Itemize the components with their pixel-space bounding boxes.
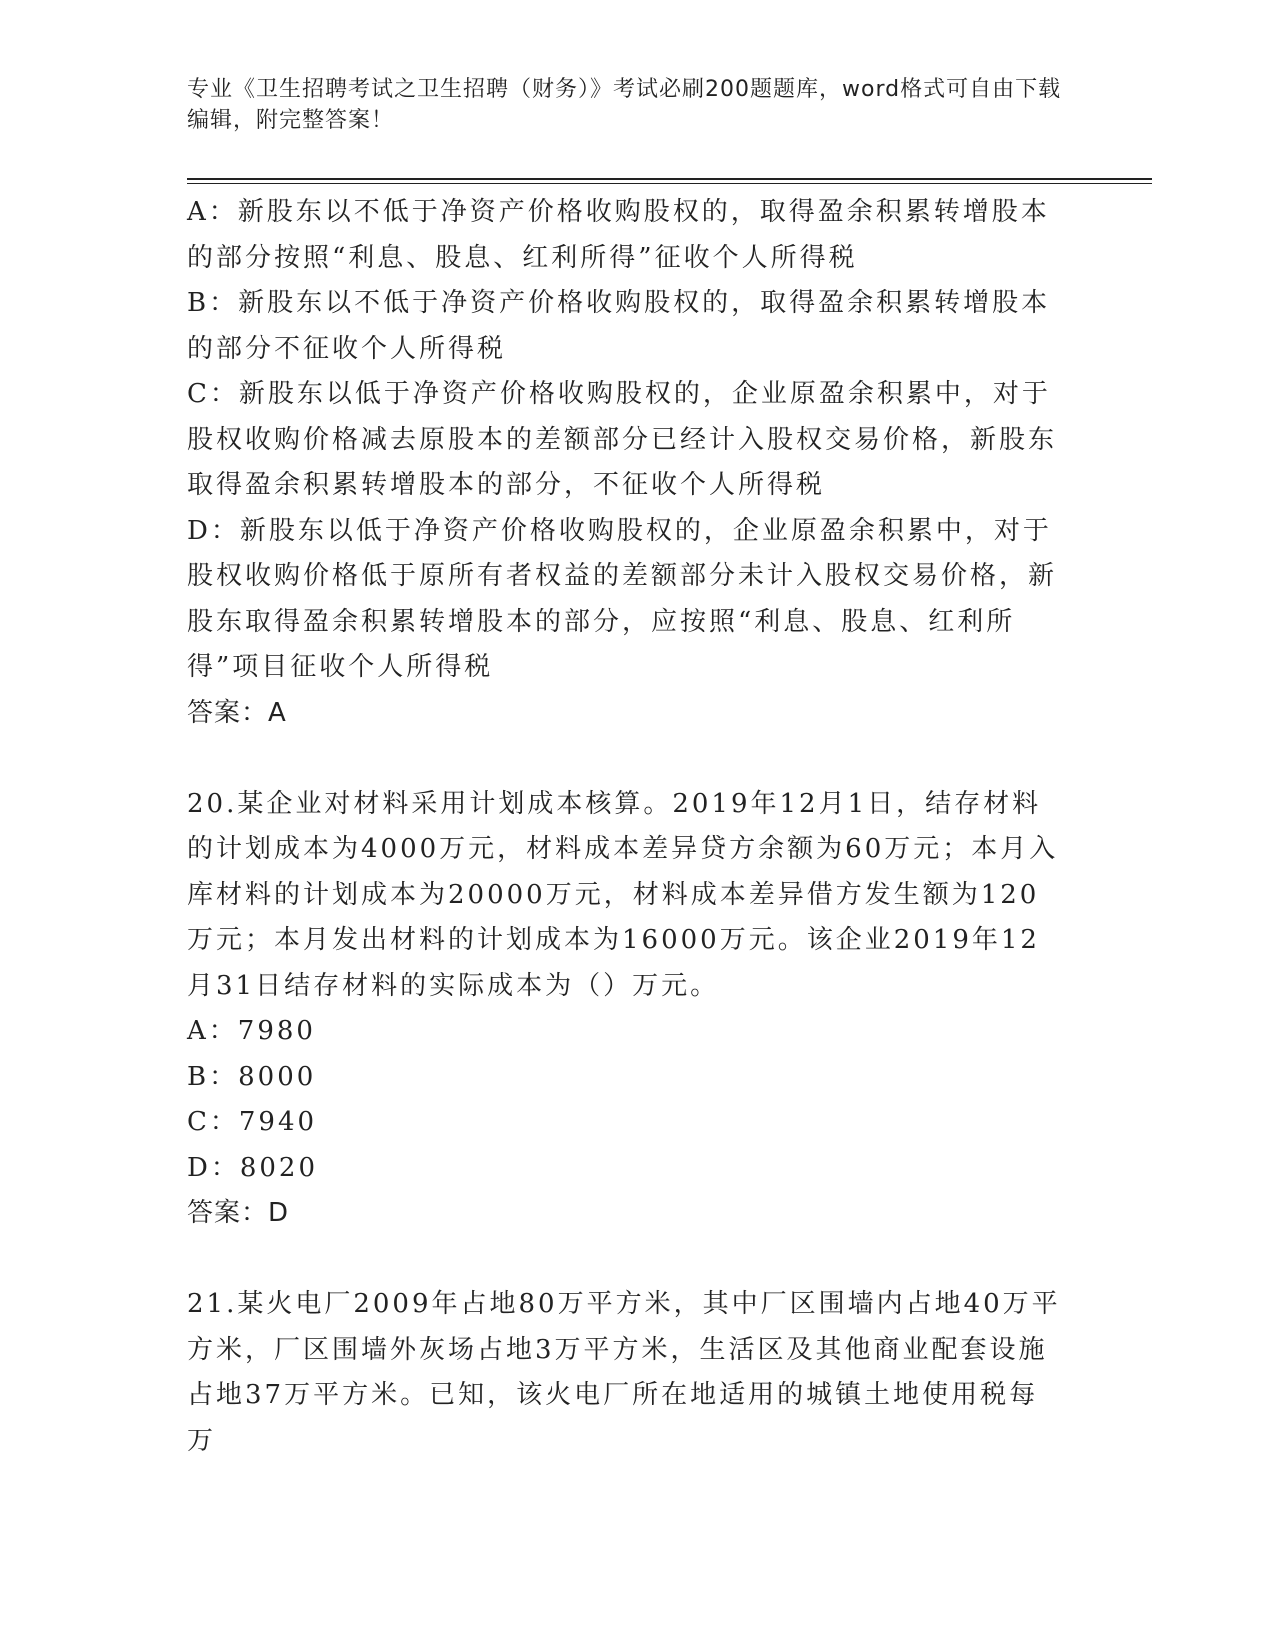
header-divider-thick bbox=[187, 178, 1152, 180]
spacer bbox=[187, 1237, 1067, 1283]
q20-option-a: A：7980 bbox=[187, 1016, 316, 1046]
document-body bbox=[187, 190, 1067, 1464]
header-divider-thin bbox=[187, 183, 1152, 184]
prev-option-c: C：新股东以低于净资产价格收购股权的，企业原盈余积累中，对于股权收购价格减去原股本的差额部分已经计入股权交易价格，新股东取得盈余积累转增股本的部分，不征收个人所得税 bbox=[187, 379, 1058, 500]
q20-answer: 答案：D bbox=[187, 1198, 290, 1228]
q20-option-b: B：8000 bbox=[187, 1061, 317, 1092]
prev-option-b: B：新股东以不低于净资产价格收购股权的，取得盈余积累转增股本的部分不征收个人所得税 bbox=[187, 288, 1051, 364]
prev-option-d: D：新股东以低于净资产价格收购股权的，企业原盈余积累中，对于股权收购价格低于原所有者权益的差额部分未计入股权交易价格，新股东取得盈余积累转增股本的部分，应按照“利息、股息、红利所得”项目征收个人所得税 bbox=[187, 515, 1058, 682]
q20-option-c: C：7940 bbox=[187, 1107, 318, 1137]
q20-stem: 20.某企业对材料采用计划成本核算。2019年12月1日，结存材料的计划成本为4000万元，材料成本差异贷方余额为60万元；本月入库材料的计划成本为20000万元，材料成本差异借方发生额为120万元；本月发出材料的计划成本为16000万元。该企业2019年12月31日结存材料的实际成本为（）万元。 bbox=[187, 788, 1059, 1001]
spacer bbox=[187, 736, 1067, 782]
q20-option-d: D：8020 bbox=[187, 1152, 319, 1183]
prev-option-a: A：新股东以不低于净资产价格收购股权的，取得盈余积累转增股本的部分按照“利息、股息、红利所得”征收个人所得税 bbox=[187, 197, 1050, 273]
q21-stem: 21.某火电厂2009年占地80万平方米，其中厂区围墙内占地40万平方米，厂区围墙外灰场占地3万平方米，生活区及其他商业配套设施占地37万平方米。已知，该火电厂所在地适用的城镇土地使用税每万 bbox=[187, 1289, 1061, 1456]
document-header: 专业《卫生招聘考试之卫生招聘（财务）》考试必刷200题题库，word格式可自由下载编辑，附完整答案！ bbox=[187, 77, 1062, 133]
prev-answer: 答案：A bbox=[187, 697, 287, 728]
